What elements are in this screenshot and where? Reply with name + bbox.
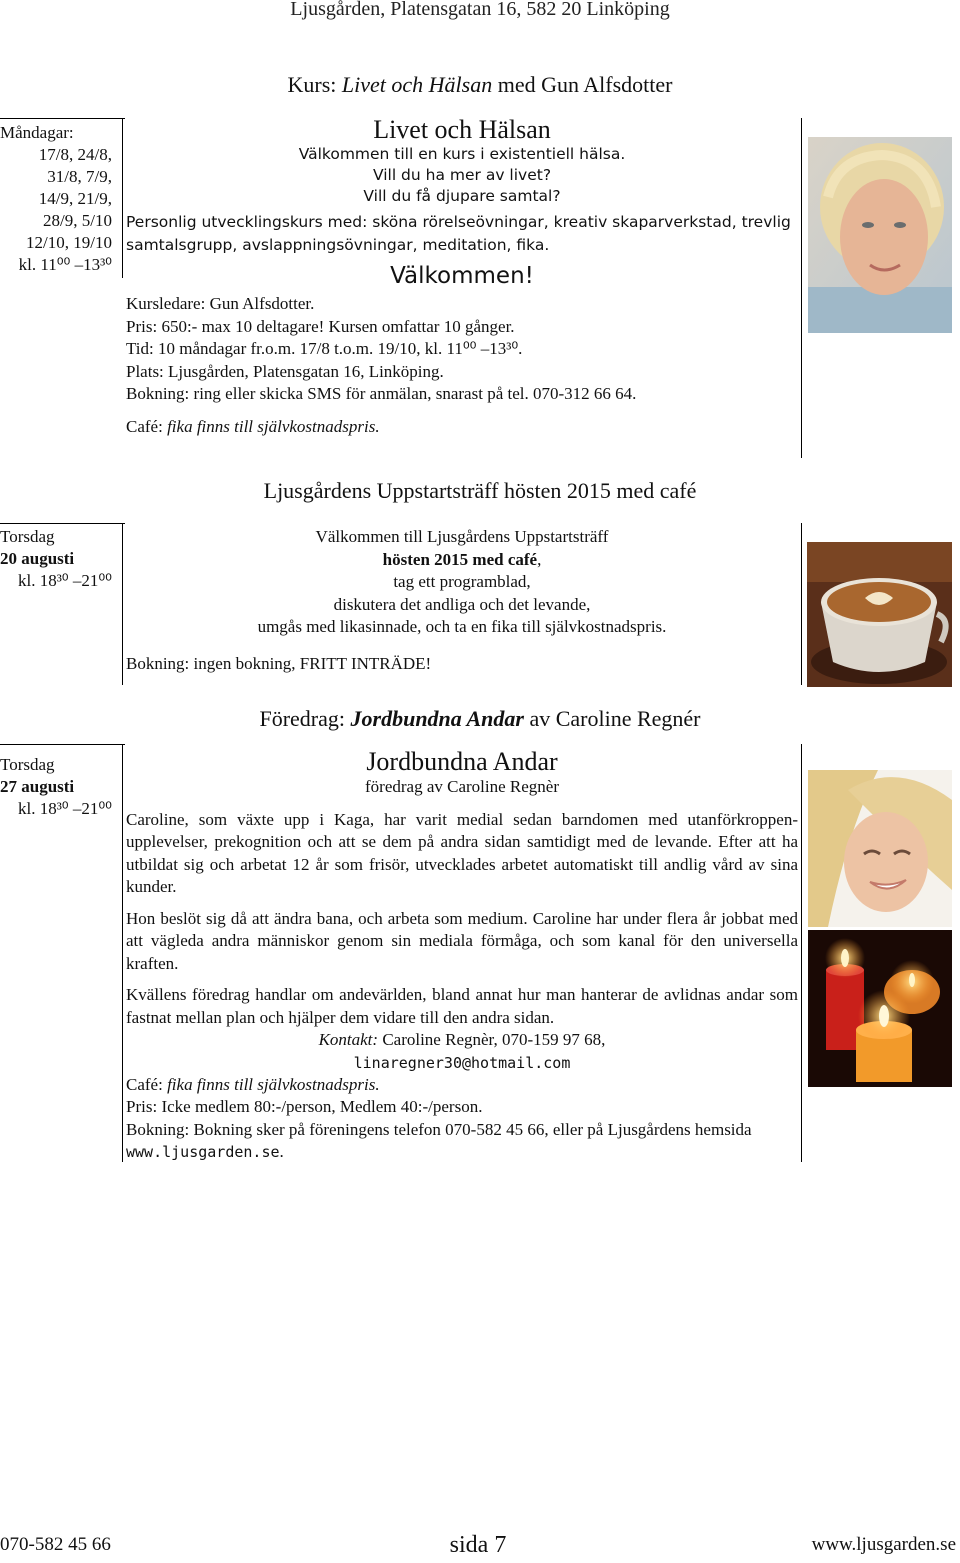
footer-phone: 070-582 45 66 bbox=[0, 1534, 111, 1555]
foredrag-section-title: Föredrag: Jordbundna Andar av Caroline Regnér bbox=[259, 706, 701, 731]
page-number: sida 7 bbox=[449, 1532, 507, 1558]
date-label: 27 augusti bbox=[0, 777, 75, 796]
column-divider bbox=[801, 523, 802, 685]
time-label: kl. 18³⁰ –21⁰⁰ bbox=[17, 571, 112, 590]
candles-photo bbox=[808, 930, 952, 1087]
day-label: Torsdag bbox=[0, 755, 55, 774]
intro-line: Vill du ha mer av livet? bbox=[372, 166, 552, 184]
bokning-line: Bokning: ingen bokning, FRITT INTRÄDE! bbox=[126, 653, 432, 673]
pris-line: Pris: Icke medlem 80:-/person, Medlem 40:-/person. bbox=[126, 1097, 483, 1116]
column-divider bbox=[801, 744, 802, 1162]
kurs-heading: Livet och Hälsan bbox=[373, 115, 551, 144]
column-divider bbox=[801, 118, 802, 458]
uppstart-section-title: Ljusgårdens Uppstartsträff hösten 2015 med café bbox=[263, 478, 697, 503]
divider bbox=[0, 523, 125, 524]
website-link[interactable]: www.ljusgarden.se bbox=[126, 1143, 280, 1161]
date-line: 28/9, 5/10 bbox=[43, 211, 112, 230]
personlig-paragraph bbox=[126, 211, 798, 257]
date-line: 17/8, 24/8, bbox=[38, 145, 112, 164]
uppstart-line: Välkommen till Ljusgårdens Uppstartsträff bbox=[315, 527, 609, 546]
foredrag-dates bbox=[0, 754, 112, 820]
bokning-line: Bokning: ring eller skicka SMS för anmälan, snarast på tel. 070-312 66 64. bbox=[126, 384, 637, 403]
time-label: kl. 18³⁰ –21⁰⁰ bbox=[17, 799, 112, 818]
kursledare-line: Kursledare: Gun Alfsdotter. bbox=[126, 294, 315, 313]
bokning-line: Bokning: Bokning sker på föreningens telefon 070-582 45 66, eller på Ljusgårdens hemsida www.ljusgarden.se. bbox=[126, 1119, 752, 1161]
paragraph: Hon beslöt sig då att ändra bana, och arbeta som medium. Caroline har under flera år jobbat med att vägleda andra människor genom sin mediala förmåga, och som kanal för den universella kraften. bbox=[126, 908, 798, 973]
page-header bbox=[0, 0, 960, 21]
uppstart-body bbox=[126, 526, 798, 675]
pris-line: Pris: 650:- max 10 deltagare! Kursen omfattar 10 gånger. bbox=[126, 316, 515, 336]
dates-label: Måndagar: bbox=[0, 123, 74, 142]
contact-email[interactable]: linaregner30@hotmail.com bbox=[353, 1053, 571, 1072]
plats-line: Plats: Ljusgården, Platensgatan 16, Linköping. bbox=[126, 361, 444, 381]
intro-line: Välkommen till en kurs i existentiell hälsa. bbox=[298, 145, 626, 163]
column-divider bbox=[122, 118, 123, 278]
uppstart-line: diskutera det andliga och det levande, bbox=[333, 594, 591, 614]
divider bbox=[0, 744, 125, 745]
footer-website[interactable]: www.ljusgarden.se bbox=[811, 1534, 956, 1555]
header-address: , Platensgatan 16, 582 20 Linköping bbox=[380, 0, 670, 20]
header-org: Ljusgården bbox=[290, 0, 381, 20]
cafe-line: Café: fika finns till självkostnadspris. bbox=[126, 416, 380, 436]
portrait-photo-caroline bbox=[808, 770, 952, 927]
paragraph: Kvällens föredrag handlar om andevärlden, bland annat hur man hanterar de avlidnas andar som fastnat mellan plan och hjälper dem vidare till den andra sidan. bbox=[126, 985, 798, 1027]
column-divider bbox=[122, 744, 123, 1162]
kurs-dates bbox=[0, 122, 112, 276]
cafe-line: Café: fika finns till självkostnadspris. bbox=[126, 1074, 380, 1094]
portrait-photo-gun bbox=[808, 137, 952, 333]
date-line: 31/8, 7/9, bbox=[47, 167, 112, 186]
uppstart-line: hösten 2015 med café, bbox=[382, 549, 542, 569]
divider bbox=[0, 118, 125, 119]
day-label: Torsdag bbox=[0, 527, 55, 546]
coffee-cup-photo bbox=[807, 542, 952, 687]
column-divider bbox=[122, 523, 123, 685]
time-line: kl. 11⁰⁰ –13³⁰ bbox=[18, 255, 112, 274]
personlig-label: Personlig utvecklingskurs med: bbox=[126, 213, 368, 231]
tid-line: Tid: 10 måndagar fr.o.m. 17/8 t.o.m. 19/10, kl. 11⁰⁰ –13³⁰. bbox=[126, 339, 523, 358]
kontakt-line: Kontakt: Caroline Regnèr, 070-159 97 68, bbox=[318, 1030, 606, 1049]
date-line: 14/9, 21/9, bbox=[38, 189, 112, 208]
foredrag-body bbox=[126, 748, 798, 1164]
date-label: 20 augusti bbox=[0, 549, 75, 568]
intro-line: Vill du få djupare samtal? bbox=[363, 187, 561, 205]
uppstart-dates bbox=[0, 526, 112, 592]
welcome-text: Välkommen! bbox=[390, 263, 534, 289]
date-line: 12/10, 19/10 bbox=[26, 233, 112, 252]
uppstart-line: umgås med likasinnade, och ta en fika till självkostnadspris. bbox=[257, 617, 667, 636]
paragraph: Caroline, som växte upp i Kaga, har varit medial sedan barndomen med utanförkroppen-upplevelser, prekognition och att se dem på andra sidan samtidigt med de levande. Efter att ha utbildat sig och arbetat 12 år som frisör, utvecklades arbetet automatiskt till andlig vård av sina kunder. bbox=[126, 809, 798, 896]
foredrag-heading: Jordbundna Andar bbox=[366, 747, 558, 776]
kurs-section-title: Kurs: Livet och Hälsan med Gun Alfsdotter bbox=[287, 72, 673, 97]
kurs-body bbox=[126, 116, 798, 438]
uppstart-line: tag ett programblad, bbox=[393, 572, 531, 591]
foredrag-subheading: föredrag av Caroline Regnèr bbox=[365, 777, 559, 796]
personlig-text: sköna rörelseövningar, kreativ skaparverkstad, trevlig samtalsgrupp, avslappningsövningar, meditation, fika. bbox=[126, 213, 791, 254]
